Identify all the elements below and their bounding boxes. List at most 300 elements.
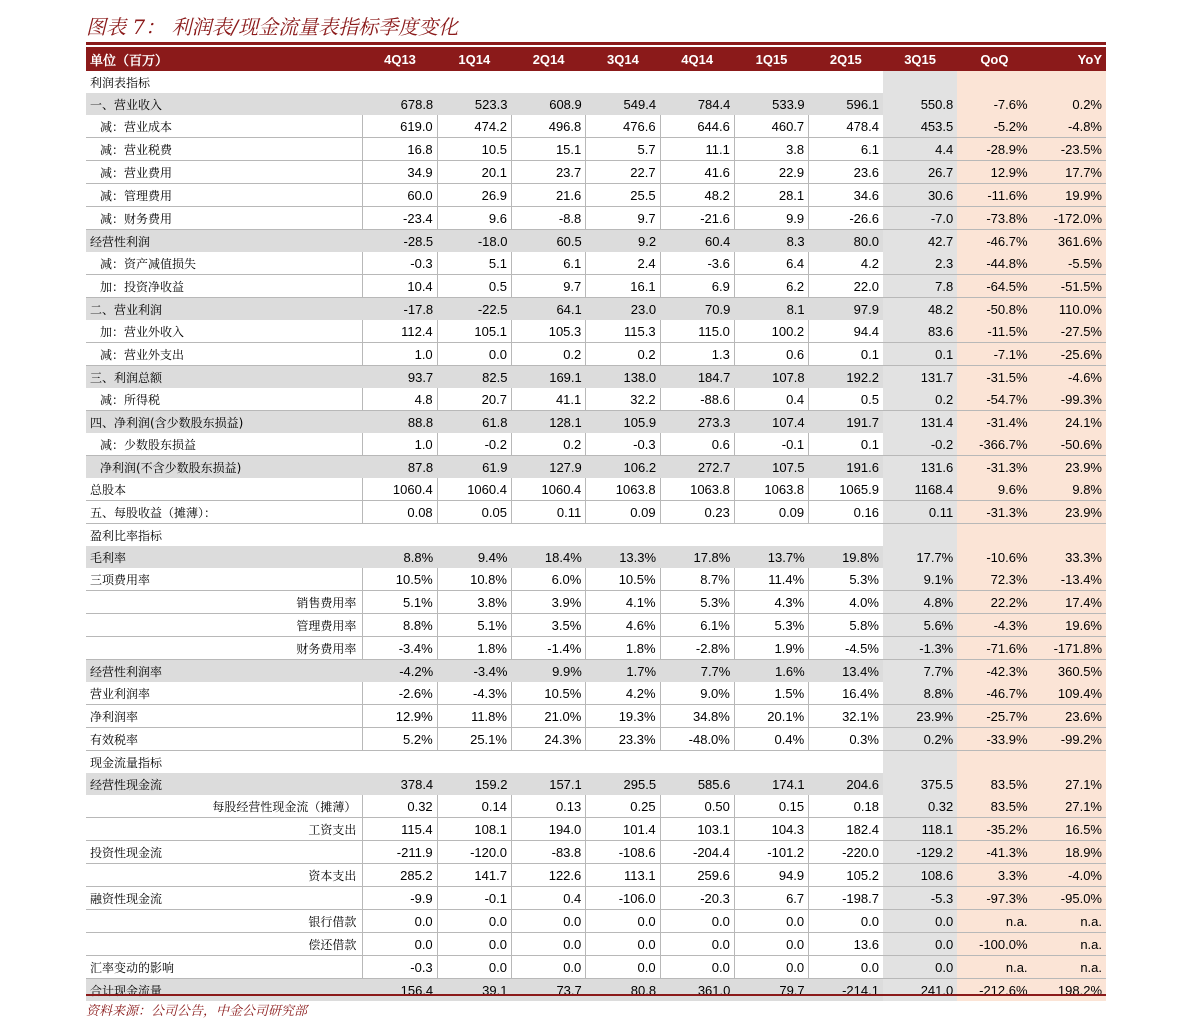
table-cell: -25.6% <box>1032 343 1106 366</box>
table-cell: 105.2 <box>809 864 883 887</box>
table-cell: 1060.4 <box>511 478 585 501</box>
table-cell: -23.4 <box>363 207 437 230</box>
table-row <box>86 956 1106 979</box>
row-label: 减：少数股东损益 <box>86 433 363 456</box>
table-cell: 9.7 <box>586 207 660 230</box>
table-cell: 585.6 <box>660 773 734 795</box>
table-cell: 550.8 <box>883 93 957 115</box>
table-cell <box>586 751 660 774</box>
header-col: 1Q14 <box>437 47 511 71</box>
table-row <box>86 115 1106 138</box>
table-cell: -23.5% <box>1032 138 1106 161</box>
table-cell: -3.6 <box>660 252 734 275</box>
table-cell: 108.1 <box>437 818 511 841</box>
table-row <box>86 138 1106 161</box>
table-cell: -50.8% <box>957 298 1031 321</box>
row-label: 五、每股收益（摊薄）： <box>86 501 363 524</box>
table-cell <box>1032 524 1106 547</box>
table-cell: 110.0% <box>1032 298 1106 321</box>
table-cell: 375.5 <box>883 773 957 795</box>
table-cell: -5.3 <box>883 887 957 910</box>
table-cell: 0.09 <box>734 501 808 524</box>
table-cell: 157.1 <box>511 773 585 795</box>
row-label: 三、利润总额 <box>86 366 363 389</box>
table-cell: 1.3 <box>660 343 734 366</box>
table-cell: -51.5% <box>1032 275 1106 298</box>
table-cell: 27.1% <box>1032 773 1106 795</box>
table-cell: -2.6% <box>363 682 437 705</box>
table-cell: 109.4% <box>1032 682 1106 705</box>
table-row <box>86 910 1106 933</box>
table-cell: 13.6 <box>809 933 883 956</box>
table-cell: 608.9 <box>511 93 585 115</box>
table-cell: 10.5% <box>363 568 437 591</box>
table-cell: 107.4 <box>734 411 808 434</box>
row-label: 汇率变动的影响 <box>86 956 363 979</box>
table-cell <box>660 751 734 774</box>
table-cell: 19.8% <box>809 546 883 568</box>
table-cell: -5.5% <box>1032 252 1106 275</box>
table-cell: 16.4% <box>809 682 883 705</box>
table-cell: 0.25 <box>586 795 660 818</box>
table-cell: 6.1 <box>809 138 883 161</box>
table-cell: 4.0% <box>809 591 883 614</box>
row-label: 二、营业利润 <box>86 298 363 321</box>
table-cell: -8.8 <box>511 207 585 230</box>
table-cell: 26.7 <box>883 161 957 184</box>
table-cell: 83.6 <box>883 320 957 343</box>
table-cell: 272.7 <box>660 456 734 479</box>
header-col: 4Q13 <box>363 47 437 71</box>
table-cell: 1.0 <box>363 343 437 366</box>
table-cell <box>1032 71 1106 93</box>
table-cell: 1.8% <box>586 637 660 660</box>
table-cell: -4.3% <box>437 682 511 705</box>
row-label: 一、营业收入 <box>86 93 363 115</box>
section-row <box>86 71 1106 93</box>
table-cell: 496.8 <box>511 115 585 138</box>
table-row <box>86 591 1106 614</box>
table-cell: -46.7% <box>957 682 1031 705</box>
row-label: 偿还借款 <box>86 933 363 956</box>
table-cell: 678.8 <box>363 93 437 115</box>
table-cell: -4.5% <box>809 637 883 660</box>
table-cell: 0.0 <box>511 910 585 933</box>
table-cell: 0.50 <box>660 795 734 818</box>
table-cell: 10.8% <box>437 568 511 591</box>
table-cell: -172.0% <box>1032 207 1106 230</box>
table-cell: 70.9 <box>660 298 734 321</box>
table-cell: 34.6 <box>809 184 883 207</box>
table-cell: -7.0 <box>883 207 957 230</box>
table-cell: 27.1% <box>1032 795 1106 818</box>
table-cell <box>363 524 437 547</box>
table-cell: 21.6 <box>511 184 585 207</box>
table-cell: 5.7 <box>586 138 660 161</box>
table-cell: 0.5 <box>437 275 511 298</box>
table-row <box>86 161 1106 184</box>
table-cell: 11.4% <box>734 568 808 591</box>
figure-title: 图表 7： 利润表/现金流量表指标季度变化 <box>86 12 1106 45</box>
table-cell: 108.6 <box>883 864 957 887</box>
table-cell: -21.6 <box>660 207 734 230</box>
table-cell: 1.7% <box>586 660 660 683</box>
table-cell: 9.6 <box>437 207 511 230</box>
table-cell: -4.8% <box>1032 115 1106 138</box>
table-cell: 1.0 <box>363 433 437 456</box>
table-cell: 9.6% <box>957 478 1031 501</box>
table-cell: 24.3% <box>511 728 585 751</box>
table-cell: 118.1 <box>883 818 957 841</box>
table-cell: -108.6 <box>586 841 660 864</box>
table-cell: 103.1 <box>660 818 734 841</box>
table-cell: 100.2 <box>734 320 808 343</box>
table-cell: 131.4 <box>883 411 957 434</box>
header-col: 2Q14 <box>511 47 585 71</box>
row-label: 经营性现金流 <box>86 773 363 795</box>
table-cell: 0.2% <box>883 728 957 751</box>
table-cell: 1063.8 <box>734 478 808 501</box>
table-cell: 4.1% <box>586 591 660 614</box>
table-cell: -212.6% <box>957 979 1031 1002</box>
table-cell: 0.09 <box>586 501 660 524</box>
table-cell: 5.6% <box>883 614 957 637</box>
table-cell: 0.14 <box>437 795 511 818</box>
table-cell: 1.9% <box>734 637 808 660</box>
table-row <box>86 568 1106 591</box>
table-cell: 28.1 <box>734 184 808 207</box>
table-cell <box>809 751 883 774</box>
table-cell: 107.5 <box>734 456 808 479</box>
table-cell: 0.1 <box>809 343 883 366</box>
table-cell: 18.9% <box>1032 841 1106 864</box>
table-cell <box>809 71 883 93</box>
table-cell: 87.8 <box>363 456 437 479</box>
table-cell: -31.5% <box>957 366 1031 389</box>
table-cell: 22.0 <box>809 275 883 298</box>
row-label: 银行借款 <box>86 910 363 933</box>
table-cell: -11.6% <box>957 184 1031 207</box>
table-row <box>86 456 1106 479</box>
table-cell: 8.8% <box>363 614 437 637</box>
table-row <box>86 614 1106 637</box>
table-cell: 1.6% <box>734 660 808 683</box>
table-cell: -13.4% <box>1032 568 1106 591</box>
table-cell: 0.0 <box>883 910 957 933</box>
table-cell <box>660 524 734 547</box>
table-row <box>86 366 1106 389</box>
table-cell: 5.2% <box>363 728 437 751</box>
row-label: 减：营业外支出 <box>86 343 363 366</box>
table-cell: 101.4 <box>586 818 660 841</box>
table-cell: -31.3% <box>957 456 1031 479</box>
section-label: 利润表指标 <box>90 75 151 90</box>
table-row <box>86 682 1106 705</box>
header-col: 2Q15 <box>809 47 883 71</box>
row-label: 管理费用率 <box>86 614 363 637</box>
table-cell: 0.11 <box>883 501 957 524</box>
table-cell: 106.2 <box>586 456 660 479</box>
table-cell: 361.0 <box>660 979 734 1002</box>
table-cell: -26.6 <box>809 207 883 230</box>
table-cell: 4.8% <box>883 591 957 614</box>
table-cell: -204.4 <box>660 841 734 864</box>
table-cell: 4.6% <box>586 614 660 637</box>
table-cell: 32.1% <box>809 705 883 728</box>
table-cell: -17.8 <box>363 298 437 321</box>
row-label: 减：管理费用 <box>86 184 363 207</box>
table-cell: 48.2 <box>883 298 957 321</box>
table-cell: 73.7 <box>511 979 585 1002</box>
table-cell: -2.8% <box>660 637 734 660</box>
table-cell: 16.8 <box>363 138 437 161</box>
header-col: QoQ <box>957 47 1031 71</box>
table-cell: -1.3% <box>883 637 957 660</box>
table-cell: 184.7 <box>660 366 734 389</box>
header-unit: 单位（百万） <box>86 47 363 71</box>
row-label: 销售费用率 <box>86 591 363 614</box>
table-cell: 11.8% <box>437 705 511 728</box>
table-cell: 60.4 <box>660 230 734 253</box>
table-cell: -18.0 <box>437 230 511 253</box>
table-cell: 97.9 <box>809 298 883 321</box>
table-cell: 549.4 <box>586 93 660 115</box>
table-cell: 453.5 <box>883 115 957 138</box>
table-cell: 0.2 <box>511 343 585 366</box>
table-cell: 19.3% <box>586 705 660 728</box>
table-cell: 23.3% <box>586 728 660 751</box>
table-cell: 94.4 <box>809 320 883 343</box>
table-cell: 7.7% <box>883 660 957 683</box>
table-cell: 5.1% <box>437 614 511 637</box>
table-cell: 22.2% <box>957 591 1031 614</box>
table-cell: 1060.4 <box>437 478 511 501</box>
table-cell: 0.4 <box>734 388 808 411</box>
table-cell: 60.5 <box>511 230 585 253</box>
table-cell: 20.1% <box>734 705 808 728</box>
table-cell: 0.5 <box>809 388 883 411</box>
table-cell: 0.11 <box>511 501 585 524</box>
table-cell: 2.4 <box>586 252 660 275</box>
table-cell <box>363 751 437 774</box>
table-cell: -42.3% <box>957 660 1031 683</box>
table-cell: -366.7% <box>957 433 1031 456</box>
table-cell: 6.1% <box>660 614 734 637</box>
table-cell: -4.2% <box>363 660 437 683</box>
header-row <box>86 47 1106 71</box>
table-cell: n.a. <box>1032 956 1106 979</box>
table-cell: -198.7 <box>809 887 883 910</box>
row-label: 减：资产减值损失 <box>86 252 363 275</box>
table-cell: 1168.4 <box>883 478 957 501</box>
table-cell: 10.4 <box>363 275 437 298</box>
table-cell: 5.3% <box>734 614 808 637</box>
table-cell: 191.6 <box>809 456 883 479</box>
table-cell: 0.0 <box>809 910 883 933</box>
row-label: 减：营业费用 <box>86 161 363 184</box>
table-cell: -41.3% <box>957 841 1031 864</box>
table-row <box>86 388 1106 411</box>
table-cell: -11.5% <box>957 320 1031 343</box>
table-cell: 72.3% <box>957 568 1031 591</box>
table-cell: 19.6% <box>1032 614 1106 637</box>
table-cell: -0.2 <box>437 433 511 456</box>
table-cell: -220.0 <box>809 841 883 864</box>
table-cell: 9.7 <box>511 275 585 298</box>
table-cell: 182.4 <box>809 818 883 841</box>
table-cell <box>734 524 808 547</box>
table-cell: 94.9 <box>734 864 808 887</box>
table-cell: 1.5% <box>734 682 808 705</box>
row-label: 营业利润率 <box>86 682 363 705</box>
header-col: 3Q14 <box>586 47 660 71</box>
table-cell: 8.3 <box>734 230 808 253</box>
table-cell: 21.0% <box>511 705 585 728</box>
table-cell: 7.7% <box>660 660 734 683</box>
table-row <box>86 795 1106 818</box>
row-label: 毛利率 <box>86 546 363 568</box>
table-row <box>86 501 1106 524</box>
table-cell: 523.3 <box>437 93 511 115</box>
table-cell: -83.8 <box>511 841 585 864</box>
table-cell: 115.0 <box>660 320 734 343</box>
row-label: 总股本 <box>86 478 363 501</box>
table-cell: 1063.8 <box>660 478 734 501</box>
row-label: 工资支出 <box>86 818 363 841</box>
table-cell: 12.9% <box>363 705 437 728</box>
table-cell <box>437 71 511 93</box>
table-cell: 1063.8 <box>586 478 660 501</box>
table-cell: 0.0 <box>437 910 511 933</box>
table-cell: 3.9% <box>511 591 585 614</box>
table-cell: 107.8 <box>734 366 808 389</box>
table-cell: 25.5 <box>586 184 660 207</box>
row-label: 合计现金流量 <box>86 979 363 1002</box>
table-cell: -4.0% <box>1032 864 1106 887</box>
table-cell: 23.6% <box>1032 705 1106 728</box>
table-cell: -31.3% <box>957 501 1031 524</box>
table-cell: -211.9 <box>363 841 437 864</box>
table-cell <box>511 751 585 774</box>
table-cell: 23.6 <box>809 161 883 184</box>
table-cell: 22.9 <box>734 161 808 184</box>
table-cell: 0.0 <box>809 956 883 979</box>
table-row <box>86 275 1106 298</box>
table-cell: 128.1 <box>511 411 585 434</box>
row-label: 减：财务费用 <box>86 207 363 230</box>
table-cell: 88.8 <box>363 411 437 434</box>
table-cell: -214.1 <box>809 979 883 1002</box>
row-label: 减：营业税费 <box>86 138 363 161</box>
table-cell: -100.0% <box>957 933 1031 956</box>
row-label: 融资性现金流 <box>86 887 363 910</box>
table-cell: 83.5% <box>957 795 1031 818</box>
table-cell: 115.3 <box>586 320 660 343</box>
table-cell: 23.9% <box>1032 501 1106 524</box>
table-cell: -0.1 <box>437 887 511 910</box>
table-cell: 112.4 <box>363 320 437 343</box>
table-cell: -31.4% <box>957 411 1031 434</box>
table-cell <box>511 71 585 93</box>
table-cell: 241.0 <box>883 979 957 1002</box>
table-cell: 32.2 <box>586 388 660 411</box>
table-cell <box>957 71 1031 93</box>
financial-table <box>86 47 1106 1001</box>
table-cell: 9.9% <box>511 660 585 683</box>
table-cell: -0.3 <box>586 433 660 456</box>
table-cell: -97.3% <box>957 887 1031 910</box>
table-cell: 478.4 <box>809 115 883 138</box>
table-cell: 39.1 <box>437 979 511 1002</box>
table-cell: 105.3 <box>511 320 585 343</box>
table-cell: 0.6 <box>734 343 808 366</box>
table-cell: 113.1 <box>586 864 660 887</box>
table-cell: 12.9% <box>957 161 1031 184</box>
table-row <box>86 343 1106 366</box>
header-col: 3Q15 <box>883 47 957 71</box>
section-row <box>86 524 1106 547</box>
table-cell <box>957 524 1031 547</box>
table-cell <box>437 751 511 774</box>
table-cell: -106.0 <box>586 887 660 910</box>
table-cell: 4.4 <box>883 138 957 161</box>
table-cell: 11.1 <box>660 138 734 161</box>
table-cell: -28.9% <box>957 138 1031 161</box>
table-row <box>86 841 1106 864</box>
table-cell: 10.5% <box>586 568 660 591</box>
table-cell: 6.7 <box>734 887 808 910</box>
table-cell <box>957 751 1031 774</box>
table-cell: 361.6% <box>1032 230 1106 253</box>
table-cell: 0.3% <box>809 728 883 751</box>
table-cell: 0.23 <box>660 501 734 524</box>
table-cell: 5.3% <box>660 591 734 614</box>
table-cell: 15.1 <box>511 138 585 161</box>
table-cell: 619.0 <box>363 115 437 138</box>
table-cell: 194.0 <box>511 818 585 841</box>
table-cell: 0.0 <box>883 956 957 979</box>
table-cell: 16.5% <box>1032 818 1106 841</box>
table-cell: 3.8% <box>437 591 511 614</box>
table-cell: 141.7 <box>437 864 511 887</box>
table-cell <box>734 71 808 93</box>
table-cell: 83.5% <box>957 773 1031 795</box>
row-label: 净利润率 <box>86 705 363 728</box>
table-cell: 9.1% <box>883 568 957 591</box>
table-cell: 533.9 <box>734 93 808 115</box>
table-cell: 9.0% <box>660 682 734 705</box>
table-cell: 360.5% <box>1032 660 1106 683</box>
table-cell: -120.0 <box>437 841 511 864</box>
table-cell: 22.7 <box>586 161 660 184</box>
table-row <box>86 433 1106 456</box>
section-label: 现金流量指标 <box>90 755 163 770</box>
table-cell: 460.7 <box>734 115 808 138</box>
table-cell: -0.3 <box>363 252 437 275</box>
table-cell: 0.2% <box>1032 93 1106 115</box>
table-cell: 0.18 <box>809 795 883 818</box>
table-cell: 127.9 <box>511 456 585 479</box>
table-row <box>86 773 1106 795</box>
table-cell: 0.0 <box>586 910 660 933</box>
table-cell: 23.9% <box>1032 456 1106 479</box>
table-cell: 13.4% <box>809 660 883 683</box>
table-cell: 4.2 <box>809 252 883 275</box>
table-row <box>86 298 1106 321</box>
table-cell: 80.8 <box>586 979 660 1002</box>
table-cell: 0.0 <box>437 343 511 366</box>
table-cell: 48.2 <box>660 184 734 207</box>
